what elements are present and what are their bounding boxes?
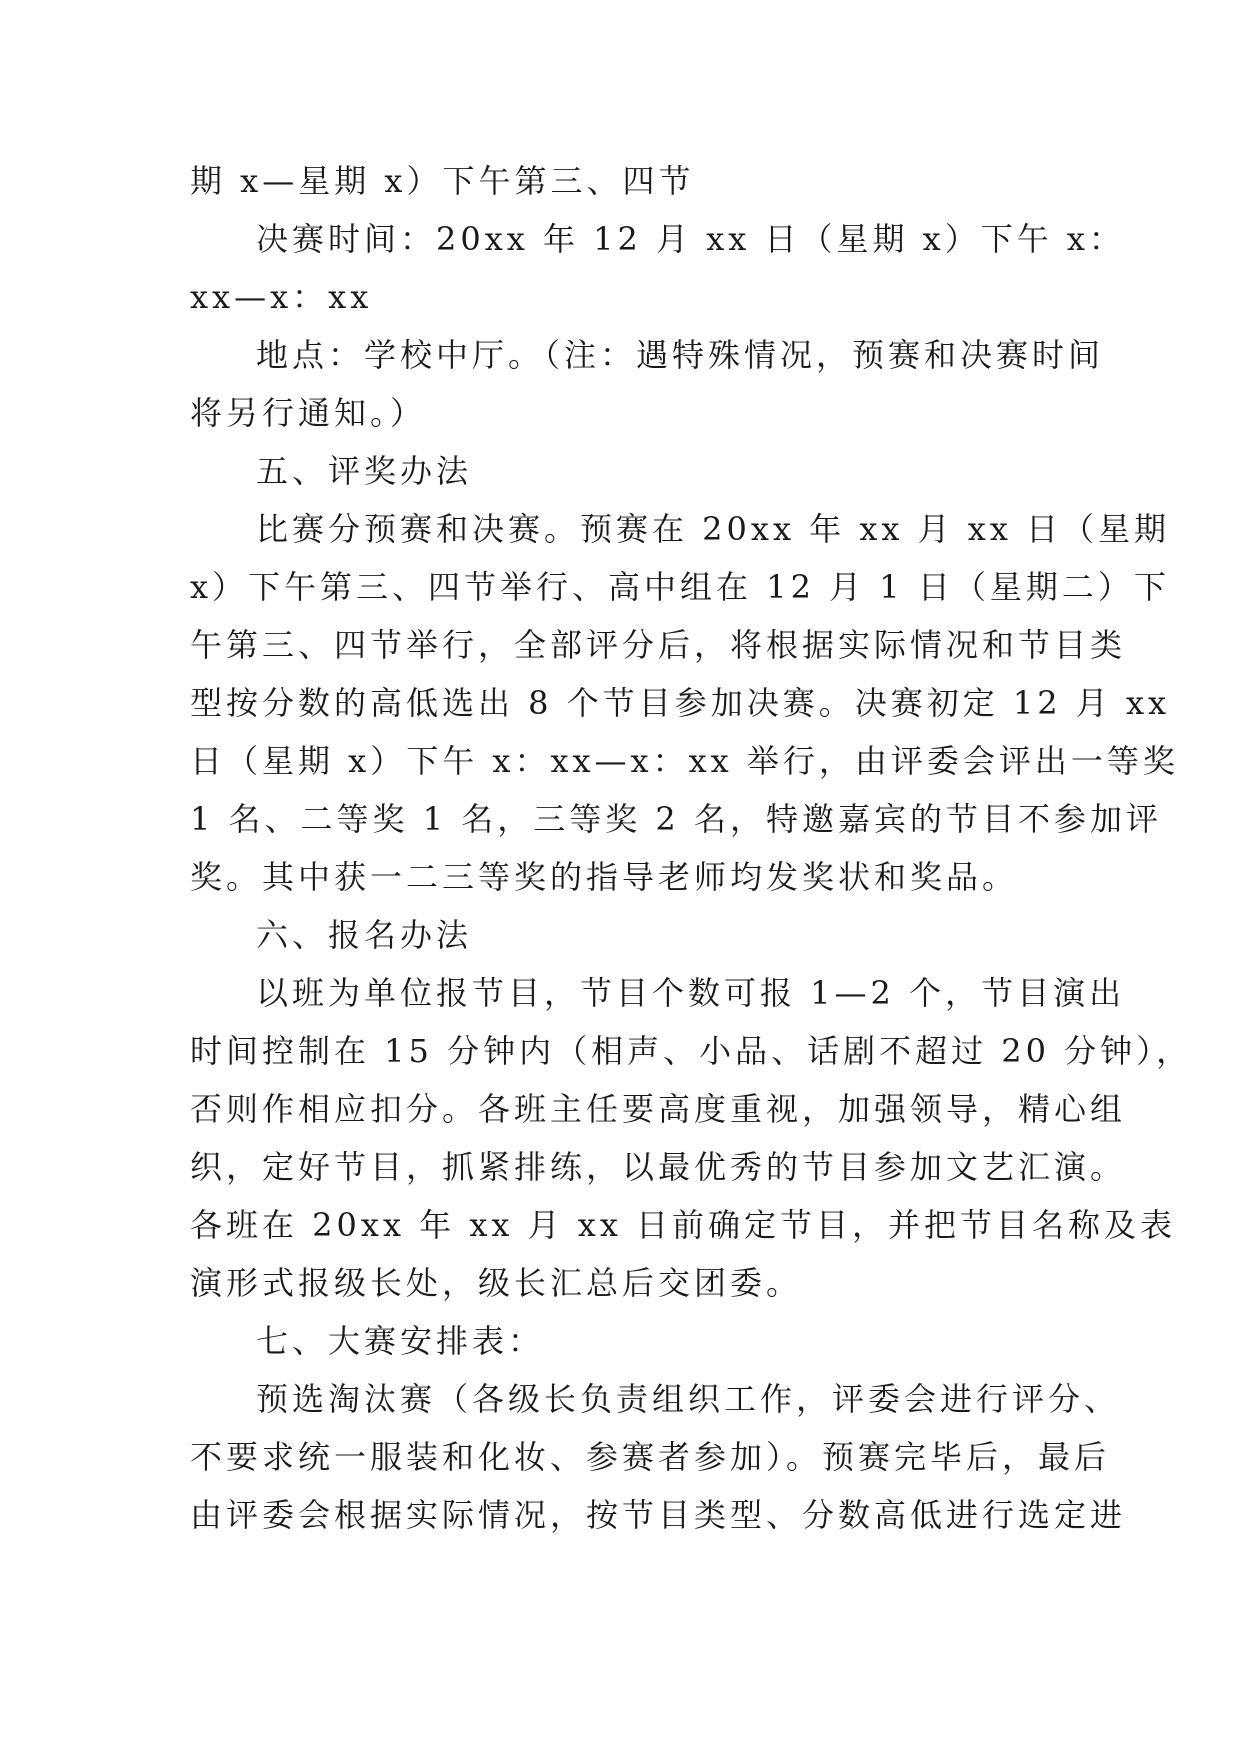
text-line: xx—x：xx: [190, 278, 373, 316]
section-heading-schedule: 七、大赛安排表：: [256, 1322, 545, 1360]
text-line: 奖。其中获一二三等奖的指导老师均发奖状和奖品。: [190, 858, 1019, 896]
text-line-final-time: 决赛时间：20xx 年 12 月 xx 日（星期 x）下午 x：: [256, 220, 1125, 258]
text-line: 各班在 20xx 年 xx 月 xx 日前确定节目，并把节目名称及表: [190, 1206, 1177, 1244]
text-line: 演形式报级长处，级长汇总后交团委。: [190, 1264, 803, 1302]
text-line: 不要求统一服装和化妆、参赛者参加）。预赛完毕后，最后: [190, 1438, 1111, 1476]
text-line: 比赛分预赛和决赛。预赛在 20xx 年 xx 月 xx 日（星期: [256, 510, 1171, 548]
text-line: 预选淘汰赛（各级长负责组织工作，评委会进行评分、: [256, 1380, 1121, 1418]
document-body: [190, 152, 1193, 1544]
text-line: 否则作相应扣分。各班主任要高度重视，加强领导，精心组: [190, 1090, 1127, 1128]
text-line: 以班为单位报节目，节目个数可报 1—2 个，节目演出: [256, 974, 1126, 1012]
text-line: x）下午第三、四节举行、高中组在 12 月 1 日（星期二）下: [190, 568, 1170, 606]
section-heading-awards: 五、评奖办法: [256, 452, 473, 490]
text-line: 型按分数的高低选出 8 个节目参加决赛。决赛初定 12 月 xx: [190, 684, 1171, 722]
text-line: 织，定好节目，抓紧排练，以最优秀的节目参加文艺汇演。: [190, 1148, 1127, 1186]
section-heading-registration: 六、报名办法: [256, 916, 473, 954]
text-line: 期 x—星期 x）下午第三、四节: [190, 162, 695, 200]
text-line-location: 地点：学校中厅。（注：遇特殊情况，预赛和决赛时间: [256, 336, 1105, 374]
text-line: 时间控制在 15 分钟内（相声、小品、话剧不超过 20 分钟），: [190, 1032, 1193, 1070]
text-line: 将另行通知。）: [190, 394, 427, 432]
text-line: 1 名、二等奖 1 名，三等奖 2 名，特邀嘉宾的节目不参加评: [190, 800, 1162, 838]
text-line: 午第三、四节举行，全部评分后，将根据实际情况和节目类: [190, 626, 1127, 664]
text-line: 日（星期 x）下午 x：xx—x：xx 举行，由评委会评出一等奖: [190, 742, 1179, 780]
text-line: 由评委会根据实际情况，按节目类型、分数高低进行选定进: [190, 1496, 1127, 1534]
